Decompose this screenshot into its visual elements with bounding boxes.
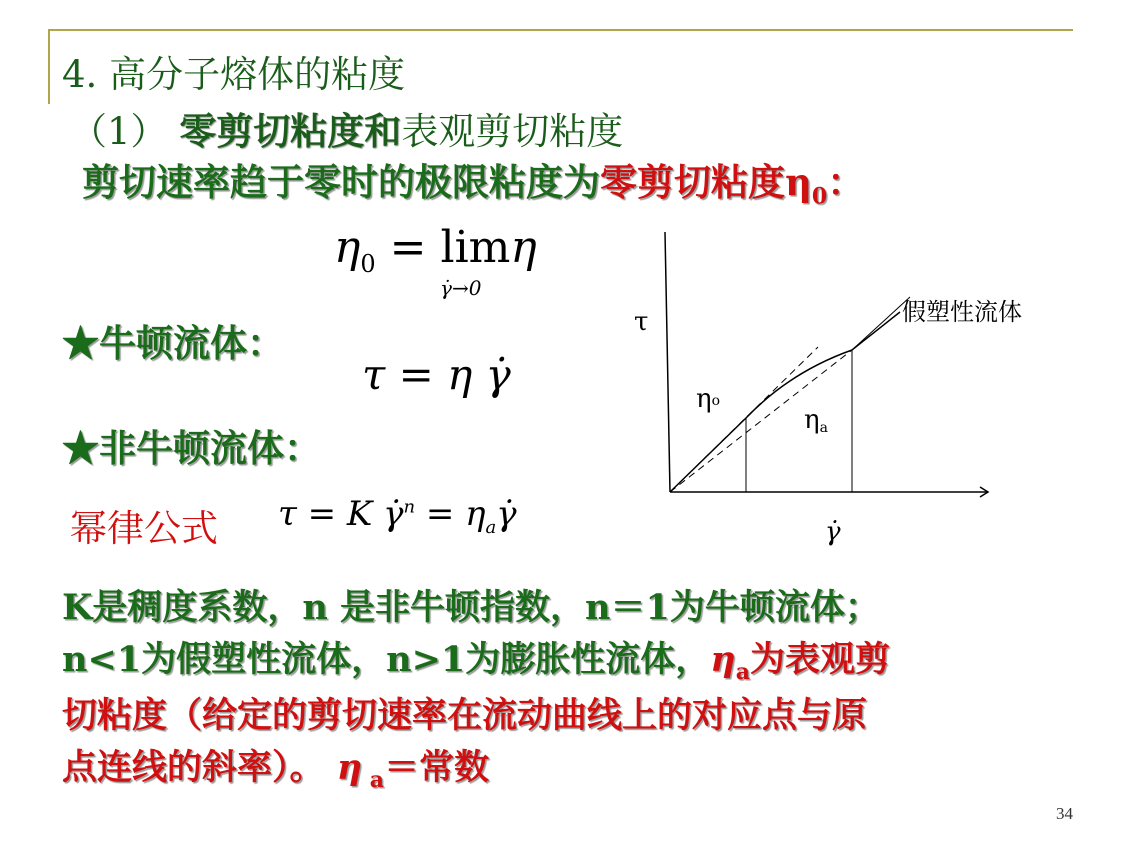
power-law-tail: γ̇ [496,494,517,534]
frame-left-rule [48,29,50,104]
line4-sub: a [362,767,385,793]
newtonian-formula: τ = η γ̇ [362,350,511,399]
formula-eta-sub: 0 [360,249,376,278]
slide-heading: 4. 高分子熔体的粘度 [62,53,406,96]
line2-green: n<1为假塑性流体，n>1为膨胀性流体， [62,639,711,680]
paragraph-line-1: K是稠度系数，n 是非牛顿指数，n＝1为牛顿流体； [62,587,880,628]
curve-label: 假塑性流体 [902,299,1022,326]
line4-red2: ＝常数 [384,747,490,788]
power-law-exp: n [403,496,416,518]
line4-eta: η [336,747,363,788]
subheading-prefix: （1） [70,110,180,153]
power-law-rest: = η [415,494,486,534]
formula-eta: η [334,222,361,273]
subheading-rest: 表观剪切粘度 [401,110,624,153]
subheading-bold: 零剪切粘度和 [179,109,402,153]
non-newtonian-label: ★非牛顿流体： [62,426,321,470]
y-axis-label: τ [634,307,649,337]
definition-line [82,152,864,209]
definition-red: 零剪切粘度η [600,160,812,204]
formula-eta-rhs: η [510,222,537,273]
zero-shear-limit: γ̇→0 [440,276,482,300]
frame-top-rule [48,29,1073,31]
definition-green: 剪切速率趋于零时的极限粘度为 [82,160,600,204]
newtonian-label: ★牛顿流体： [62,321,284,365]
eta0-label: ηo [696,384,721,414]
line2-eta: η [710,639,736,680]
line2-sub: a [735,659,750,685]
page-number: 34 [1056,804,1073,823]
slide-subheading [70,101,623,155]
definition-colon: ： [827,160,865,204]
definition-sub: 0 [811,183,828,210]
line4-red: 点连线的斜率）。 [62,747,337,788]
flow-curve-diagram [620,222,1070,562]
y-axis [665,232,670,492]
zero-shear-formula [334,222,537,278]
power-law-sub: a [485,516,497,538]
etaa-label: ηa [804,405,828,436]
power-law-lhs: τ = K γ̇ [278,494,404,534]
x-axis-label: γ̇ [825,517,841,547]
line2-red: 为表观剪 [749,639,890,680]
formula-lim: lim [440,222,511,273]
formula-equals: = [389,222,427,273]
power-law-label: 幂律公式 [70,507,218,550]
paragraph-line-4 [62,740,489,793]
paragraph-line-2 [62,632,890,685]
paragraph-line-3: 切粘度（给定的剪切速率在流动曲线上的对应点与原 [62,695,868,736]
power-law-formula [278,494,517,538]
